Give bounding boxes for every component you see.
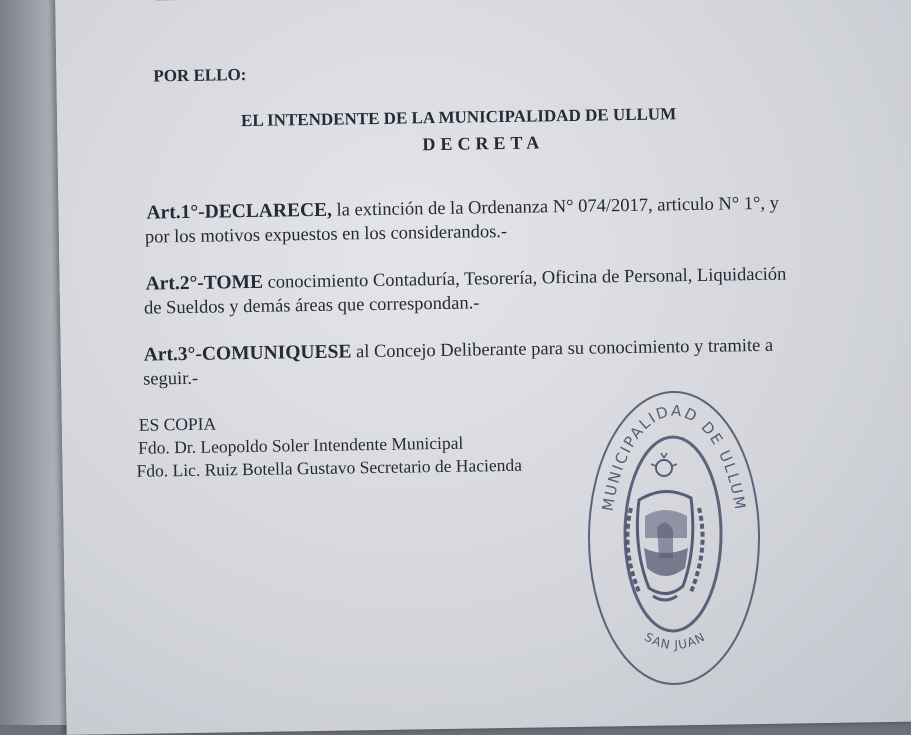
article-1-line-2: por los motivos expuestos en los considerandos.- [145, 223, 507, 247]
decreta-heading: DECRETA [422, 133, 544, 153]
article-3-heading: Art.3°-COMUNIQUESE [144, 341, 352, 365]
seal-bottom-text: SAN JUAN [642, 630, 708, 653]
article-2-line-2: de Sueldos y demás áreas que correspondan.- [144, 294, 480, 318]
signature-intendente: Fdo. Dr. Leopoldo Soler Intendente Municipal [138, 435, 463, 458]
intendente-heading: EL INTENDENTE DE LA MUNICIPALIDAD DE ULLUM [241, 105, 676, 129]
article-3-line-2: seguir.- [143, 370, 198, 389]
municipal-seal-stamp [587, 388, 762, 688]
article-2-text: conocimiento Contaduría, Tesorería, Oficina de Personal, Liquidación [263, 265, 787, 293]
article-1-line-1 [146, 194, 779, 223]
coat-of-arms-icon [627, 453, 702, 600]
signature-secretario: Fdo. Lic. Ruiz Botella Gustavo Secretario de Hacienda [136, 457, 522, 481]
article-1-text: la extinción de la Ordenanza N° 074/2017, articulo N° 1°, y [332, 194, 779, 221]
es-copia-label: ES COPIA [139, 416, 217, 435]
article-1-heading: Art.1°-DECLARECE, [146, 200, 332, 224]
article-3-text: al Concejo Deliberante para su conocimiento y tramite a [351, 336, 773, 363]
seal-top-text: MUNICIPALIDAD DE ULLUM [599, 402, 750, 513]
document-page [55, 0, 911, 735]
article-2-line-1 [145, 265, 786, 295]
por-ello-heading: POR ELLO: [153, 66, 246, 84]
article-2-heading: Art.2°-TOME [145, 272, 263, 295]
article-3-line-1 [144, 336, 774, 365]
